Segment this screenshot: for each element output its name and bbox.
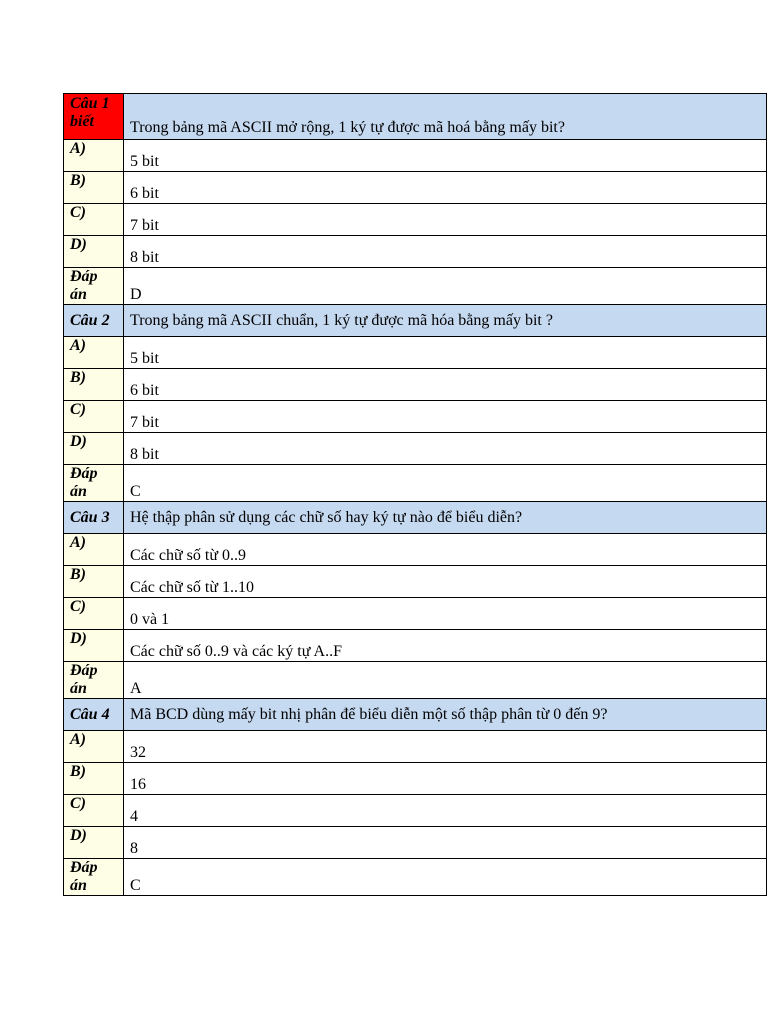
- answer-row: [64, 268, 767, 305]
- option-text: 8: [124, 827, 767, 859]
- option-label: B): [64, 763, 124, 795]
- option-text: 5 bit: [124, 337, 767, 369]
- answer-value: D: [124, 268, 767, 305]
- option-label: A): [64, 731, 124, 763]
- question-row: [64, 94, 767, 140]
- option-text: 16: [124, 763, 767, 795]
- option-row: [64, 763, 767, 795]
- option-row: [64, 433, 767, 465]
- option-label: A): [64, 337, 124, 369]
- option-text: 6 bit: [124, 172, 767, 204]
- option-label: B): [64, 172, 124, 204]
- option-text: 32: [124, 731, 767, 763]
- option-label: A): [64, 534, 124, 566]
- option-row: [64, 337, 767, 369]
- question-number: Câu 2: [64, 305, 124, 337]
- option-text: 7 bit: [124, 204, 767, 236]
- option-row: [64, 236, 767, 268]
- option-row: [64, 534, 767, 566]
- option-text: Các chữ số từ 1..10: [124, 566, 767, 598]
- question-number: Câu 4: [64, 699, 124, 731]
- answer-row: [64, 465, 767, 502]
- option-row: [64, 731, 767, 763]
- option-label: D): [64, 236, 124, 268]
- answer-value: A: [124, 662, 767, 699]
- option-label: C): [64, 795, 124, 827]
- option-row: [64, 630, 767, 662]
- option-text: 7 bit: [124, 401, 767, 433]
- option-text: 8 bit: [124, 433, 767, 465]
- option-label: A): [64, 140, 124, 172]
- answer-label: Đáp án: [64, 859, 124, 896]
- option-text: 4: [124, 795, 767, 827]
- question-row: [64, 305, 767, 337]
- answer-label: Đáp án: [64, 662, 124, 699]
- answer-label: Đáp án: [64, 465, 124, 502]
- option-row: [64, 566, 767, 598]
- option-text: 0 và 1: [124, 598, 767, 630]
- option-label: D): [64, 630, 124, 662]
- quiz-table: [63, 93, 767, 896]
- option-text: 8 bit: [124, 236, 767, 268]
- question-text: Hệ thập phân sử dụng các chữ số hay ký tự nào để biểu diễn?: [124, 502, 767, 534]
- question-number: Câu 3: [64, 502, 124, 534]
- option-label: D): [64, 827, 124, 859]
- option-row: [64, 204, 767, 236]
- option-text: 5 bit: [124, 140, 767, 172]
- option-text: Các chữ số từ 0..9: [124, 534, 767, 566]
- option-row: [64, 369, 767, 401]
- option-row: [64, 401, 767, 433]
- option-row: [64, 827, 767, 859]
- option-text: Các chữ số 0..9 và các ký tự A..F: [124, 630, 767, 662]
- option-label: C): [64, 401, 124, 433]
- option-label: B): [64, 566, 124, 598]
- option-text: 6 bit: [124, 369, 767, 401]
- question-text: Trong bảng mã ASCII chuẩn, 1 ký tự được mã hóa bằng mấy bit ?: [124, 305, 767, 337]
- question-text: Trong bảng mã ASCII mở rộng, 1 ký tự được mã hoá bằng mấy bit?: [124, 94, 767, 140]
- answer-label: Đáp án: [64, 268, 124, 305]
- option-row: [64, 140, 767, 172]
- question-row: [64, 699, 767, 731]
- option-label: C): [64, 204, 124, 236]
- option-label: C): [64, 598, 124, 630]
- answer-row: [64, 662, 767, 699]
- question-number: Câu 1 biết: [64, 94, 124, 140]
- answer-value: C: [124, 859, 767, 896]
- answer-row: [64, 859, 767, 896]
- answer-value: C: [124, 465, 767, 502]
- question-text: Mã BCD dùng mấy bit nhị phân để biểu diễn một số thập phân từ 0 đến 9?: [124, 699, 767, 731]
- option-row: [64, 598, 767, 630]
- question-row: [64, 502, 767, 534]
- option-row: [64, 795, 767, 827]
- option-row: [64, 172, 767, 204]
- option-label: D): [64, 433, 124, 465]
- option-label: B): [64, 369, 124, 401]
